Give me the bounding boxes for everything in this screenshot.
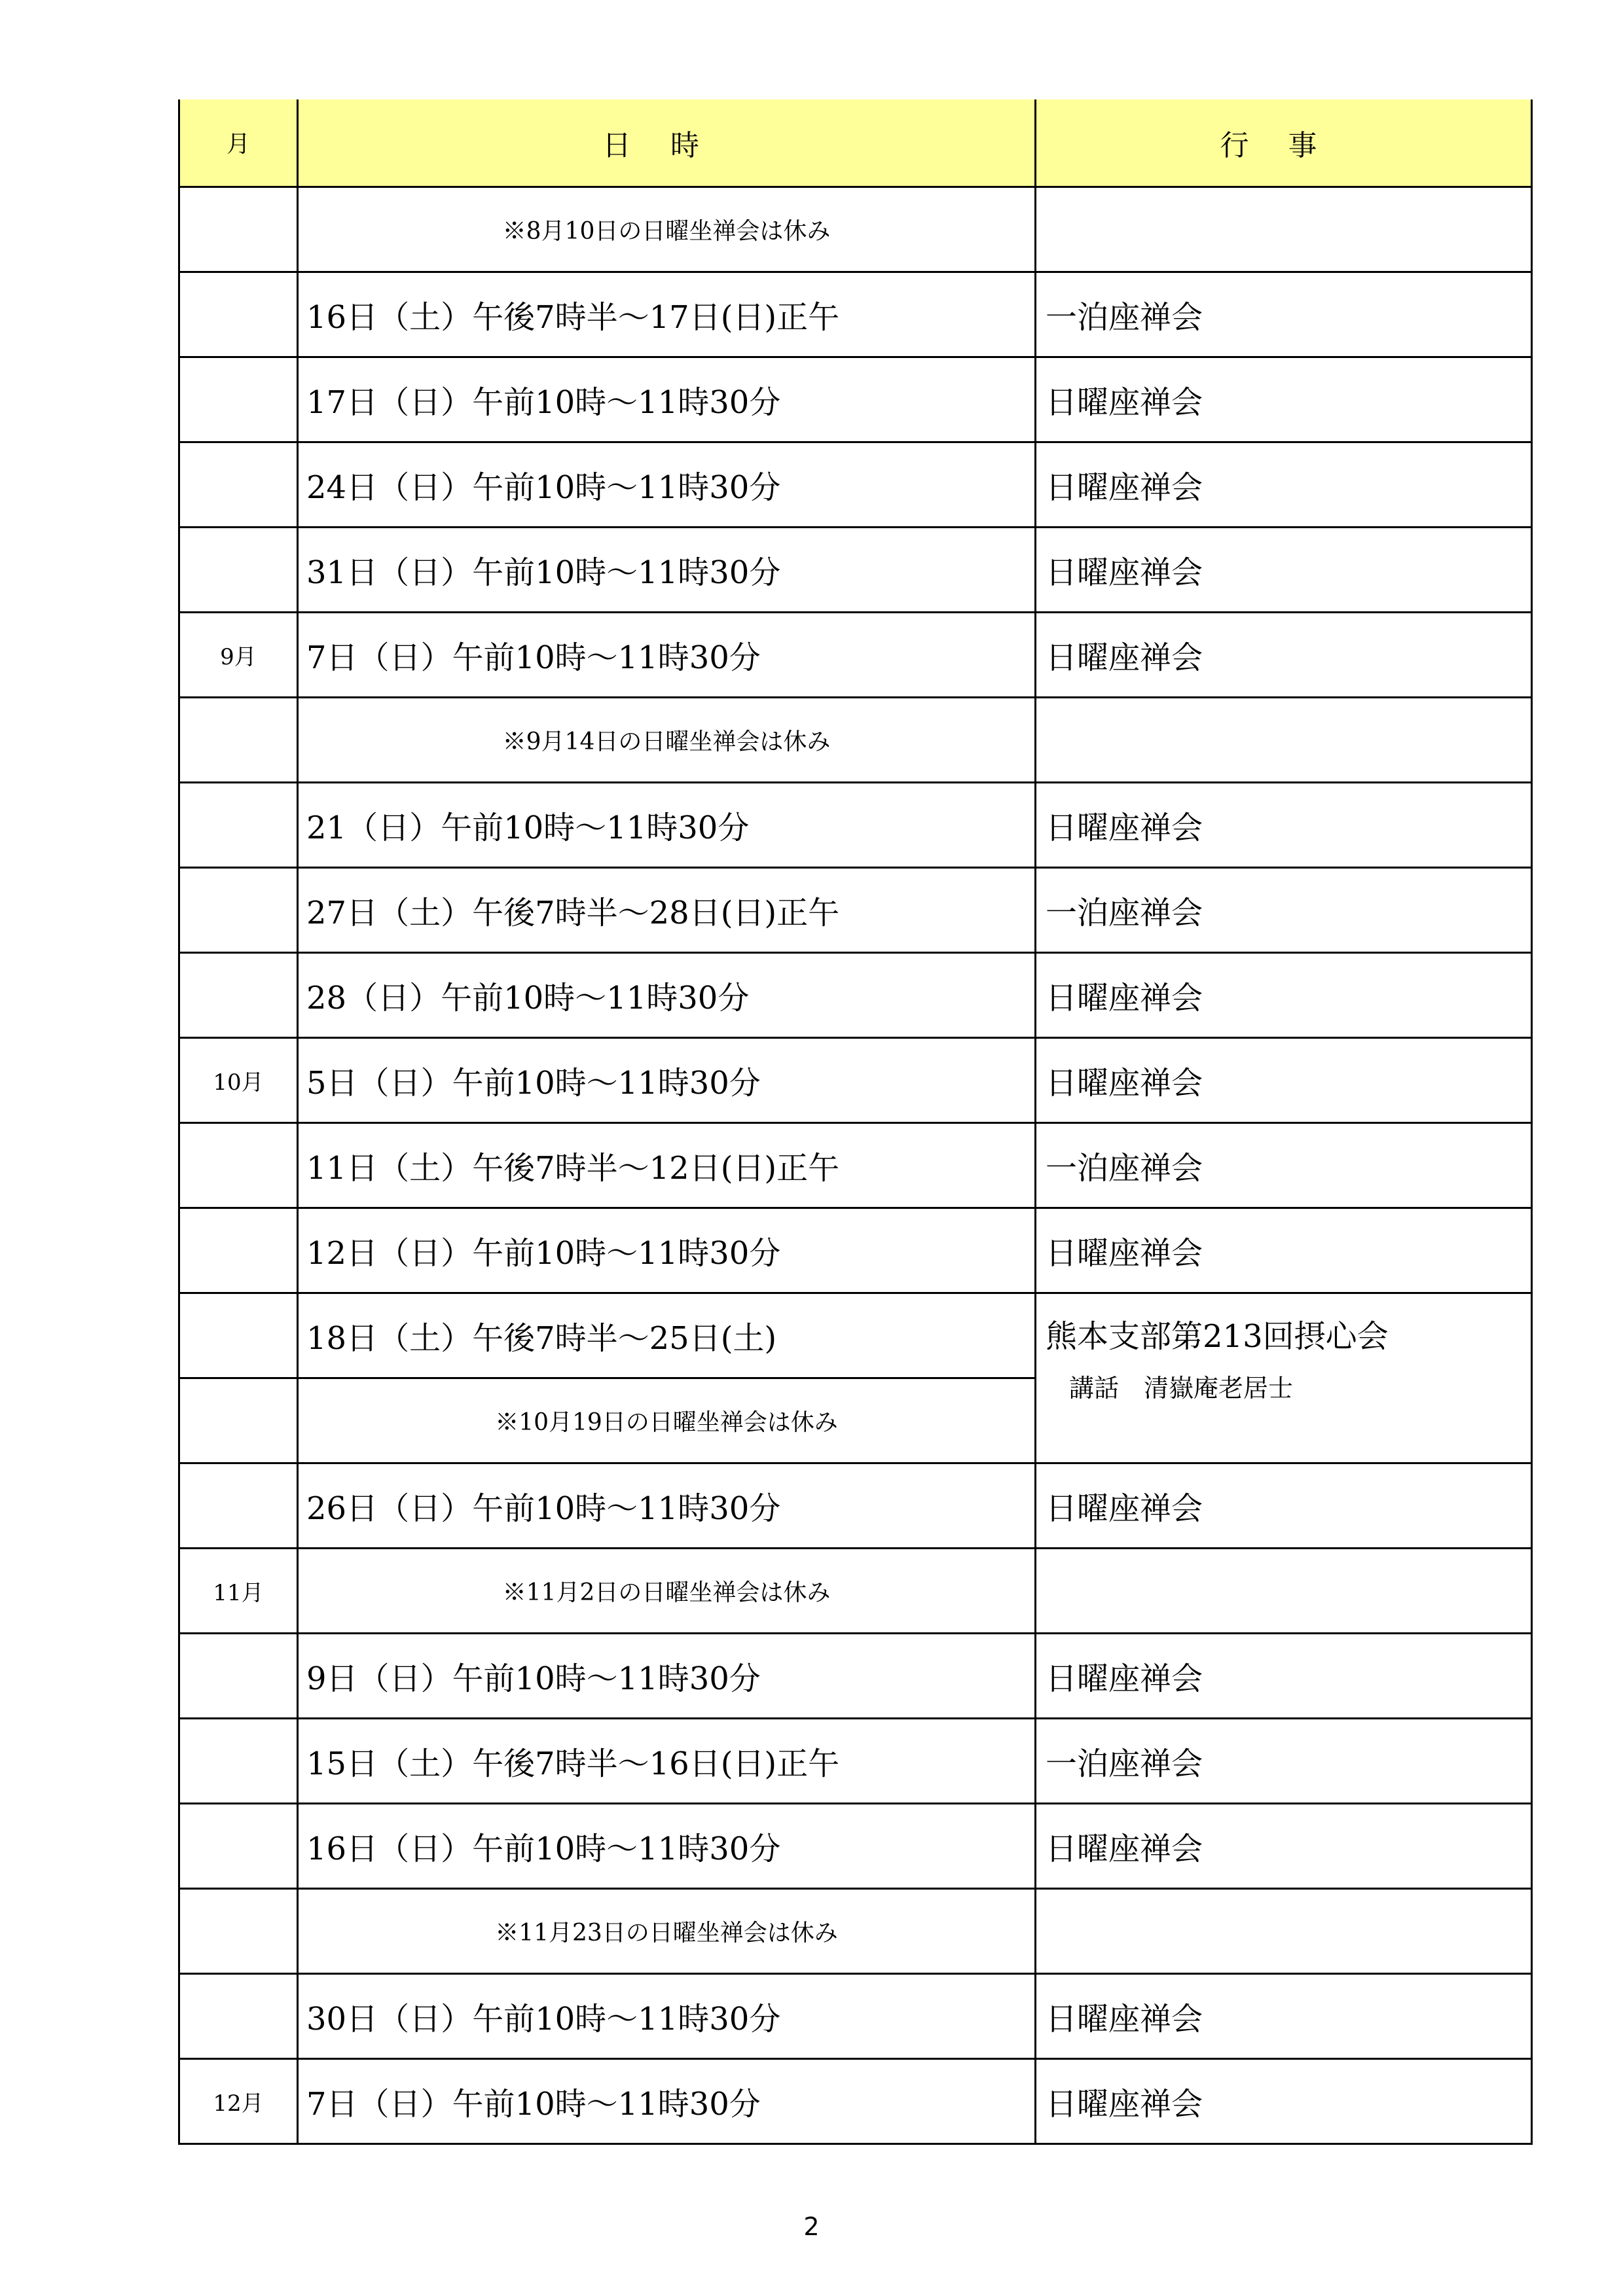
event-cell: 一泊座禅会 bbox=[1036, 1718, 1532, 1803]
table-row bbox=[179, 867, 1532, 952]
event-cell: 日曜座禅会 bbox=[1036, 1037, 1532, 1122]
event-cell: 日曜座禅会 bbox=[1036, 1633, 1532, 1718]
date-cell: 16日（日）午前10時～11時30分 bbox=[298, 1803, 1036, 1888]
month-cell: 12月 bbox=[179, 2058, 298, 2144]
month-cell bbox=[179, 1633, 298, 1718]
date-cell: 5日（日）午前10時～11時30分 bbox=[298, 1037, 1036, 1122]
event-cell bbox=[1036, 1548, 1532, 1633]
table-row bbox=[179, 1463, 1532, 1548]
table-row bbox=[179, 2058, 1532, 2144]
month-cell bbox=[179, 1208, 298, 1293]
table-row bbox=[179, 272, 1532, 357]
table-row bbox=[179, 1718, 1532, 1803]
date-cell: 24日（日）午前10時～11時30分 bbox=[298, 442, 1036, 527]
table-row bbox=[179, 1037, 1532, 1122]
date-cell: 16日（土）午後7時半～17日(日)正午 bbox=[298, 272, 1036, 357]
event-cell: 日曜座禅会 bbox=[1036, 1463, 1532, 1548]
date-cell: 11日（土）午後7時半～12日(日)正午 bbox=[298, 1122, 1036, 1208]
table-row bbox=[179, 187, 1532, 272]
event-cell: 日曜座禅会 bbox=[1036, 782, 1532, 867]
table-row bbox=[179, 1973, 1532, 2058]
event-cell bbox=[1036, 1293, 1532, 1463]
date-cell: ※9月14日の日曜坐禅会は休み bbox=[298, 697, 1036, 782]
month-cell bbox=[179, 1888, 298, 1973]
table-row bbox=[179, 612, 1532, 697]
date-cell: ※11月23日の日曜坐禅会は休み bbox=[298, 1888, 1036, 1973]
header-row bbox=[179, 99, 1532, 187]
month-cell bbox=[179, 1463, 298, 1548]
event-cell bbox=[1036, 187, 1532, 272]
header-month: 月 bbox=[179, 99, 298, 187]
table-row bbox=[179, 697, 1532, 782]
month-cell: 9月 bbox=[179, 612, 298, 697]
month-cell bbox=[179, 357, 298, 442]
schedule-table bbox=[178, 99, 1533, 2145]
month-cell bbox=[179, 272, 298, 357]
event-cell: 日曜座禅会 bbox=[1036, 442, 1532, 527]
month-cell bbox=[179, 782, 298, 867]
event-cell: 日曜座禅会 bbox=[1036, 1803, 1532, 1888]
month-cell bbox=[179, 1122, 298, 1208]
table-row bbox=[179, 1803, 1532, 1888]
event-title: 熊本支部第213回摂心会 bbox=[1046, 1318, 1389, 1355]
event-cell: 日曜座禅会 bbox=[1036, 612, 1532, 697]
date-cell: 30日（日）午前10時～11時30分 bbox=[298, 1973, 1036, 2058]
month-cell bbox=[179, 187, 298, 272]
month-cell bbox=[179, 1718, 298, 1803]
date-cell: 21（日）午前10時～11時30分 bbox=[298, 782, 1036, 867]
table-row bbox=[179, 1122, 1532, 1208]
table-row bbox=[179, 782, 1532, 867]
month-cell bbox=[179, 1378, 298, 1463]
date-cell: ※10月19日の日曜坐禅会は休み bbox=[298, 1378, 1036, 1463]
event-cell: 一泊座禅会 bbox=[1036, 1122, 1532, 1208]
table-row bbox=[179, 1293, 1532, 1378]
page-number: 2 bbox=[803, 2212, 820, 2241]
date-cell: 9日（日）午前10時～11時30分 bbox=[298, 1633, 1036, 1718]
header-datetime: 日時 bbox=[298, 99, 1036, 187]
date-cell: 17日（日）午前10時～11時30分 bbox=[298, 357, 1036, 442]
event-cell: 日曜座禅会 bbox=[1036, 527, 1532, 612]
table-row bbox=[179, 1208, 1532, 1293]
date-cell: 18日（土）午後7時半～25日(土) bbox=[298, 1293, 1036, 1378]
table-row bbox=[179, 1548, 1532, 1633]
month-cell bbox=[179, 697, 298, 782]
event-cell: 日曜座禅会 bbox=[1036, 357, 1532, 442]
event-cell: 日曜座禅会 bbox=[1036, 952, 1532, 1037]
month-cell bbox=[179, 1803, 298, 1888]
month-cell: 11月 bbox=[179, 1548, 298, 1633]
date-cell: ※11月2日の日曜坐禅会は休み bbox=[298, 1548, 1036, 1633]
event-cell bbox=[1036, 1888, 1532, 1973]
event-cell: 日曜座禅会 bbox=[1036, 1208, 1532, 1293]
table-row bbox=[179, 527, 1532, 612]
month-cell bbox=[179, 442, 298, 527]
date-cell: 31日（日）午前10時～11時30分 bbox=[298, 527, 1036, 612]
month-cell bbox=[179, 867, 298, 952]
month-cell bbox=[179, 1973, 298, 2058]
event-cell bbox=[1036, 697, 1532, 782]
date-cell: ※8月10日の日曜坐禅会は休み bbox=[298, 187, 1036, 272]
date-cell: 7日（日）午前10時～11時30分 bbox=[298, 2058, 1036, 2144]
table-row bbox=[179, 952, 1532, 1037]
date-cell: 28（日）午前10時～11時30分 bbox=[298, 952, 1036, 1037]
month-cell bbox=[179, 952, 298, 1037]
month-cell bbox=[179, 527, 298, 612]
event-cell: 日曜座禅会 bbox=[1036, 1973, 1532, 2058]
date-cell: 12日（日）午前10時～11時30分 bbox=[298, 1208, 1036, 1293]
event-cell: 一泊座禅会 bbox=[1036, 272, 1532, 357]
event-cell: 日曜座禅会 bbox=[1036, 2058, 1532, 2144]
month-cell bbox=[179, 1293, 298, 1378]
table-row bbox=[179, 357, 1532, 442]
month-cell: 10月 bbox=[179, 1037, 298, 1122]
table-row bbox=[179, 1633, 1532, 1718]
date-cell: 15日（土）午後7時半～16日(日)正午 bbox=[298, 1718, 1036, 1803]
date-cell: 7日（日）午前10時～11時30分 bbox=[298, 612, 1036, 697]
date-cell: 26日（日）午前10時～11時30分 bbox=[298, 1463, 1036, 1548]
event-cell: 一泊座禅会 bbox=[1036, 867, 1532, 952]
event-subtitle: 講話 清嶽庵老居士 bbox=[1069, 1373, 1294, 1403]
table-row bbox=[179, 442, 1532, 527]
table-row bbox=[179, 1888, 1532, 1973]
date-cell: 27日（土）午後7時半～28日(日)正午 bbox=[298, 867, 1036, 952]
header-event: 行事 bbox=[1036, 99, 1532, 187]
